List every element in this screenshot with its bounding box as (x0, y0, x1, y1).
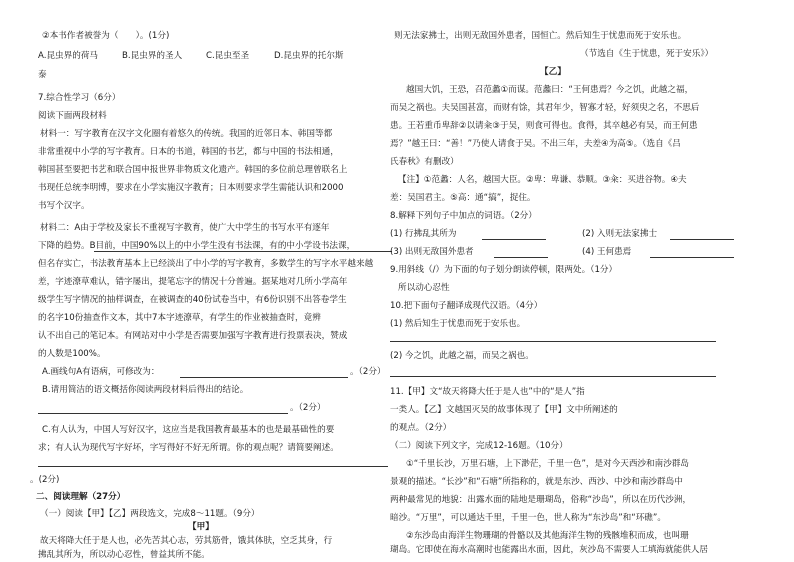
material-2-line: 认不出自己的笔记本。有网站对中小学是否需要加强写字教育进行投票表决，赞成 (38, 331, 348, 341)
material-1-line: 非常重视中小学的写字教育。日本的书道，韩国的书艺，都与中国的书法相通， (38, 147, 339, 157)
answer-line-10-2[interactable] (390, 376, 716, 377)
yi-text-line: 焉？”越王曰：“善！”乃使人请食于吴。不出三年，夫差④为高⑤。（选自《吕 (390, 139, 681, 149)
source-1: （节选自《生于忧患，死于安乐》） (580, 49, 714, 59)
q9-sentence: 所以动心忍性 (398, 283, 450, 293)
question-b: B.请用简洁的语文概括你阅读两段材料后得出的结论。 (42, 385, 249, 395)
question-c-score: 。(2分) (30, 475, 60, 485)
question-c-line: 求；有人认为现代写字好坏，字写得好不好无所谓。你的观点呢？请简要阐述。 (38, 443, 339, 453)
material-2-line: 的名字10份抽查作文本，其中7本字迹潦草，有学生的作业被抽查时，竟辨 (38, 313, 321, 323)
material-1-line: 书写个汉字。 (38, 201, 90, 211)
jia-text-continued: 则无法家拂士，出则无敌国外患者，国恒亡。然后知生于忧患而死于安乐也。 (394, 31, 687, 41)
answer-line-8-3[interactable] (494, 257, 548, 258)
question-10: 10.把下面句子翻译成现代汉语。（4分） (390, 301, 543, 311)
q8-item-4: (4) 王何患焉 (582, 247, 632, 257)
question-2: ②本书作者被誉为（ ）。(1分) (42, 31, 170, 41)
passage-2-line: ①“千里长沙，万里石塘，上下渺茫，千里一色”，是对今天西沙和南沙群岛 (406, 459, 690, 469)
q8-item-3: (3) 出则无敌国外患者 (390, 247, 474, 257)
question-11-line: 11.【甲】文“故天将降大任于是人也”中的“是人”指 (390, 387, 585, 397)
jia-text-line: 故天将降大任于是人也，必先苦其心志，劳其筋骨，饿其体肤，空乏其身，行 (40, 536, 333, 546)
option-c: C.昆虫至圣 (206, 51, 250, 61)
question-a-end: 。（2分） (350, 367, 386, 377)
section-2-title: 二、阅读理解（27分） (36, 492, 126, 502)
passage-2-line: 两种最常见的地貌：出露水面的陆地是珊瑚岛，俗称“沙岛”，所以在历代沙洲， (390, 495, 692, 505)
material-1-line: 材料一：写字教育在汉字文化圈有着悠久的传统。我国的近邻日本、韩国等都 (40, 129, 333, 139)
material-1-line: 韩国甚至要把书艺和联合国申报世界非物质文化遗产。韩国的多位前总理曾联名上 (38, 165, 348, 175)
yi-text-line: 患。王若重币卑辞②以请籴③于吴，则食可得也。食得，其卒越必有吴，而王何患 (390, 121, 698, 131)
answer-line-8-4[interactable] (650, 257, 734, 258)
passage-2-line: 景观的描述。“长沙”和“石塘”所指称的，就是东沙、西沙、中沙和南沙群岛中 (390, 477, 683, 487)
q10-item-2: (2) 今之饥，此越之福，而吴之祸也。 (390, 351, 534, 361)
jia-text-line: 拂乱其所为，所以动心忍性，曾益其所不能。 (38, 550, 210, 560)
yi-text-line: 氏春秋》有删改） (390, 157, 459, 167)
option-a: A.昆虫界的荷马 (38, 51, 99, 61)
material-2-line: 下降的趋势。B目前，中国90%以上的中小学生没有书法课，有的中小学设书法课， (38, 241, 356, 251)
jia-heading: 【甲】 (188, 522, 214, 532)
passage-2-line: 瑚岛。它即使在海水高潮时也能露出水面，因此，灰沙岛不需要人工填海就能供人居 (390, 545, 708, 555)
yi-text-line: 越国大饥，王恐，召范蠡①而谋。范蠡曰：“王何患焉？今之饥，此越之福， (406, 85, 694, 95)
passage-2-line: ②东沙岛由海洋生物珊瑚的骨骼以及其他海洋生物的残骸堆积而成，也叫珊 (406, 531, 689, 541)
answer-line-8-2[interactable] (670, 239, 734, 240)
question-7-intro: 阅读下面两段材料 (38, 111, 107, 121)
material-2-line: 级学生写字情况的抽样调查，在被调查的40份试卷当中，有6份识别不出答卷学生 (38, 295, 347, 305)
question-11-line: 一类人。【乙】文越国灭吴的故事体现了【甲】文中所阐述的 (390, 405, 618, 415)
note-line: 【注】①范蠡：人名，越国大臣。②卑：卑谦、恭顺。③籴：买进谷物。④夫 (398, 175, 687, 185)
option-d-tail: 泰 (38, 70, 47, 80)
question-11-end: 的观点。（2分） (390, 423, 452, 433)
material-2-line: 材料二：A由于学校及家长不重视写字教育，使广大中学生的书写水平有逐年 (40, 223, 330, 233)
material-2-line: 差，字迹潦草难认，错字屡出，提笔忘字的情况十分普遍。据某地对几所小学高年 (38, 277, 348, 287)
question-b-end: 。（2分） (290, 403, 326, 413)
answer-line-8-1[interactable] (482, 239, 546, 240)
material-2-line: 的人数是100%。 (38, 349, 106, 359)
q8-item-2: (2) 入则无法家拂士 (582, 229, 658, 239)
section-2-2-title: （二）阅读下列文字，完成12-16题。（10分） (390, 441, 568, 451)
material-1-line: 书现任总统李明博，要求在小学实施汉字教育；日本则要求学生需能认识和2000 (38, 183, 344, 193)
question-9: 9.用斜线（/）为下面的句子划分朗读停顿，限两处。（1分） (390, 265, 618, 275)
answer-line-c[interactable] (38, 466, 388, 467)
question-c-line: C.有人认为，中国人写好汉字，这应当是我国教育最基本的也是最基础性的要 (42, 425, 335, 435)
note-line: 差：吴国君主。⑤高：通“搞”，捉住。 (390, 193, 536, 203)
answer-line-10-1[interactable] (390, 341, 716, 342)
section-2-1-title: （一）阅读【甲】【乙】两段选文，完成8～11题。（9分） (40, 509, 260, 519)
answer-line-a[interactable] (180, 377, 348, 378)
material-2-line: 但名存实亡，书法教育基本上已经淡出了中小学的写字教育，多数学生的写字水平越来越 (38, 259, 374, 269)
q8-item-1: (1) 行拂乱其所为 (390, 229, 457, 239)
passage-2-line: 暗沙。“万里”，可以通达千里，千里一色，世人称为“东沙岛”和“环礁”。 (390, 513, 666, 523)
option-b: B.昆虫界的圣人 (122, 51, 183, 61)
question-7: 7.综合性学习（6分） (38, 93, 121, 103)
answer-line-b[interactable] (38, 413, 288, 414)
q10-item-1: (1) 然后知生于忧患而死于安乐也。 (390, 319, 526, 329)
yi-text-line: 而吴之祸也。夫吴国甚富，而财有馀，其君年少，智寡才轻，好须臾之名，不思后 (390, 103, 700, 113)
yi-heading: 【乙】 (540, 67, 566, 77)
question-8: 8.解释下列句子中加点的词语。（2分） (390, 211, 537, 221)
option-d: D.昆虫界的托尔斯 (274, 51, 344, 61)
question-a: A.画线句A有语病，可修改为： (42, 367, 160, 377)
